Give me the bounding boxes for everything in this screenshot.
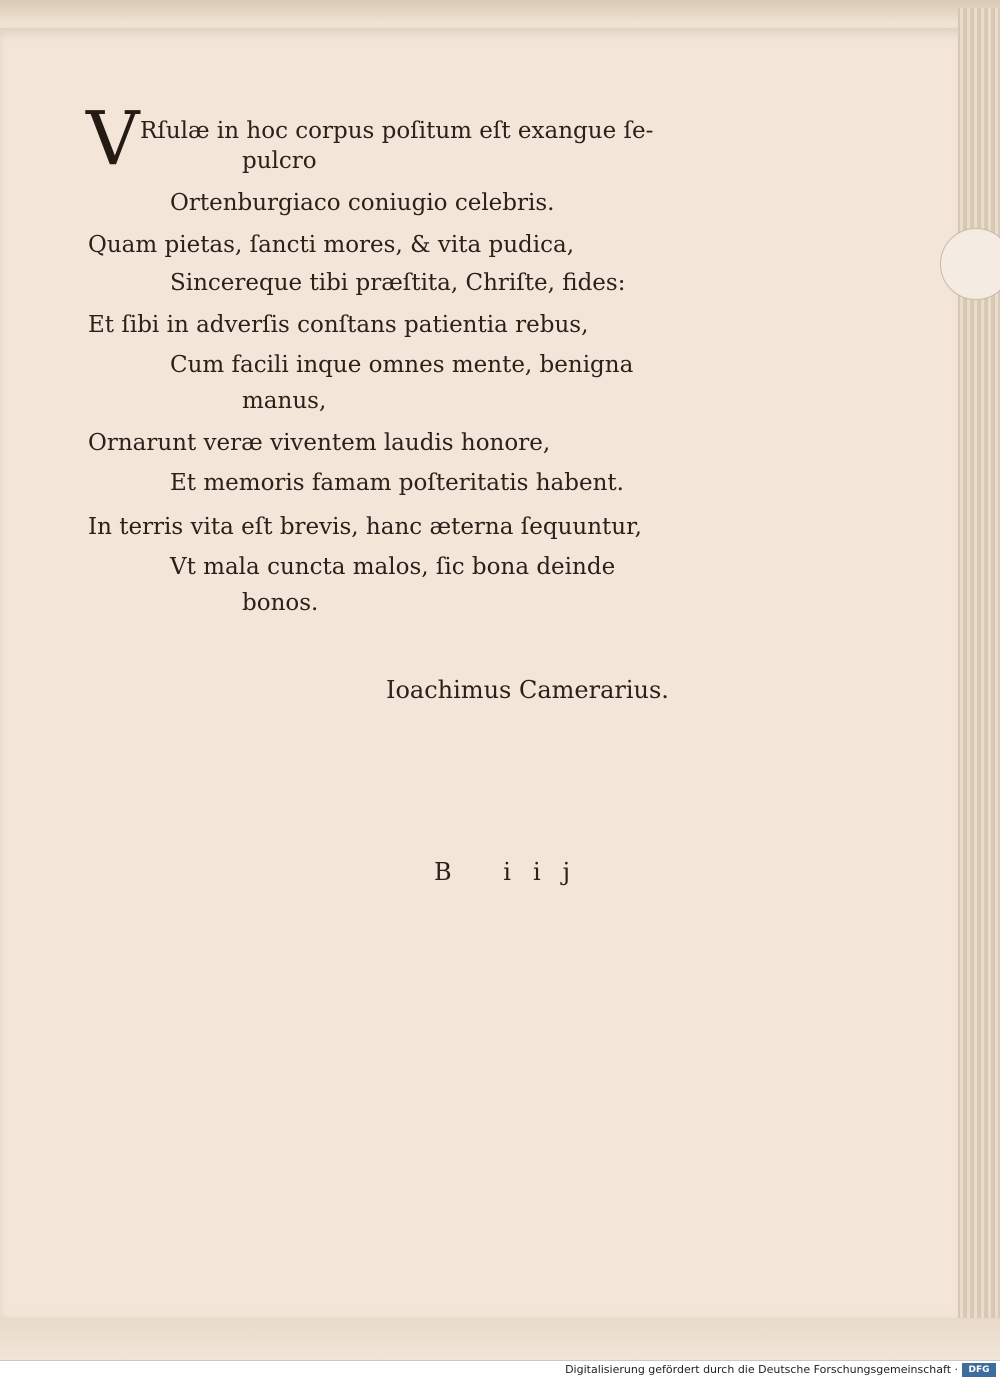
poem-line: Vt mala cuncta malos, ſic bona deinde bbox=[170, 554, 616, 580]
poem-line: Et memoris famam poſteritatis habent. bbox=[170, 470, 624, 496]
poem-line: bonos. bbox=[242, 590, 319, 616]
author-signature: Ioachimus Camerarius. bbox=[386, 676, 669, 704]
book-page bbox=[0, 28, 968, 1320]
page-stack-edge bbox=[958, 8, 1000, 1360]
poem-line: Cum facili inque omnes mente, benigna bbox=[170, 352, 634, 378]
poem-line: Rſulæ in hoc corpus poſitum eſt exangue ſe- bbox=[140, 118, 654, 144]
poem-line: pulcro bbox=[242, 148, 317, 174]
dfg-logo: DFG bbox=[962, 1363, 996, 1377]
page-bottom-edge bbox=[0, 1318, 1000, 1360]
poem-line: Et ſibi in adverſis conſtans patientia rebus, bbox=[88, 312, 589, 338]
digitization-footer bbox=[0, 1360, 1000, 1380]
poem-line: In terris vita eſt brevis, hanc æterna ſequuntur, bbox=[88, 514, 642, 540]
poem-line: Quam pietas, ſancti mores, & vita pudica, bbox=[88, 232, 575, 258]
poem-line: manus, bbox=[242, 388, 327, 414]
funding-credit: Digitalisierung gefördert durch die Deutsche Forschungsgemeinschaft · bbox=[565, 1363, 958, 1376]
dropcap-letter: V bbox=[86, 96, 140, 182]
poem-line: Ornarunt veræ viventem laudis honore, bbox=[88, 430, 551, 456]
signature-mark: B iij bbox=[434, 858, 593, 886]
poem-line: Sincereque tibi præſtita, Chriſte, fides: bbox=[170, 270, 626, 296]
poem-line: Ortenburgiaco coniugio celebris. bbox=[170, 190, 555, 216]
